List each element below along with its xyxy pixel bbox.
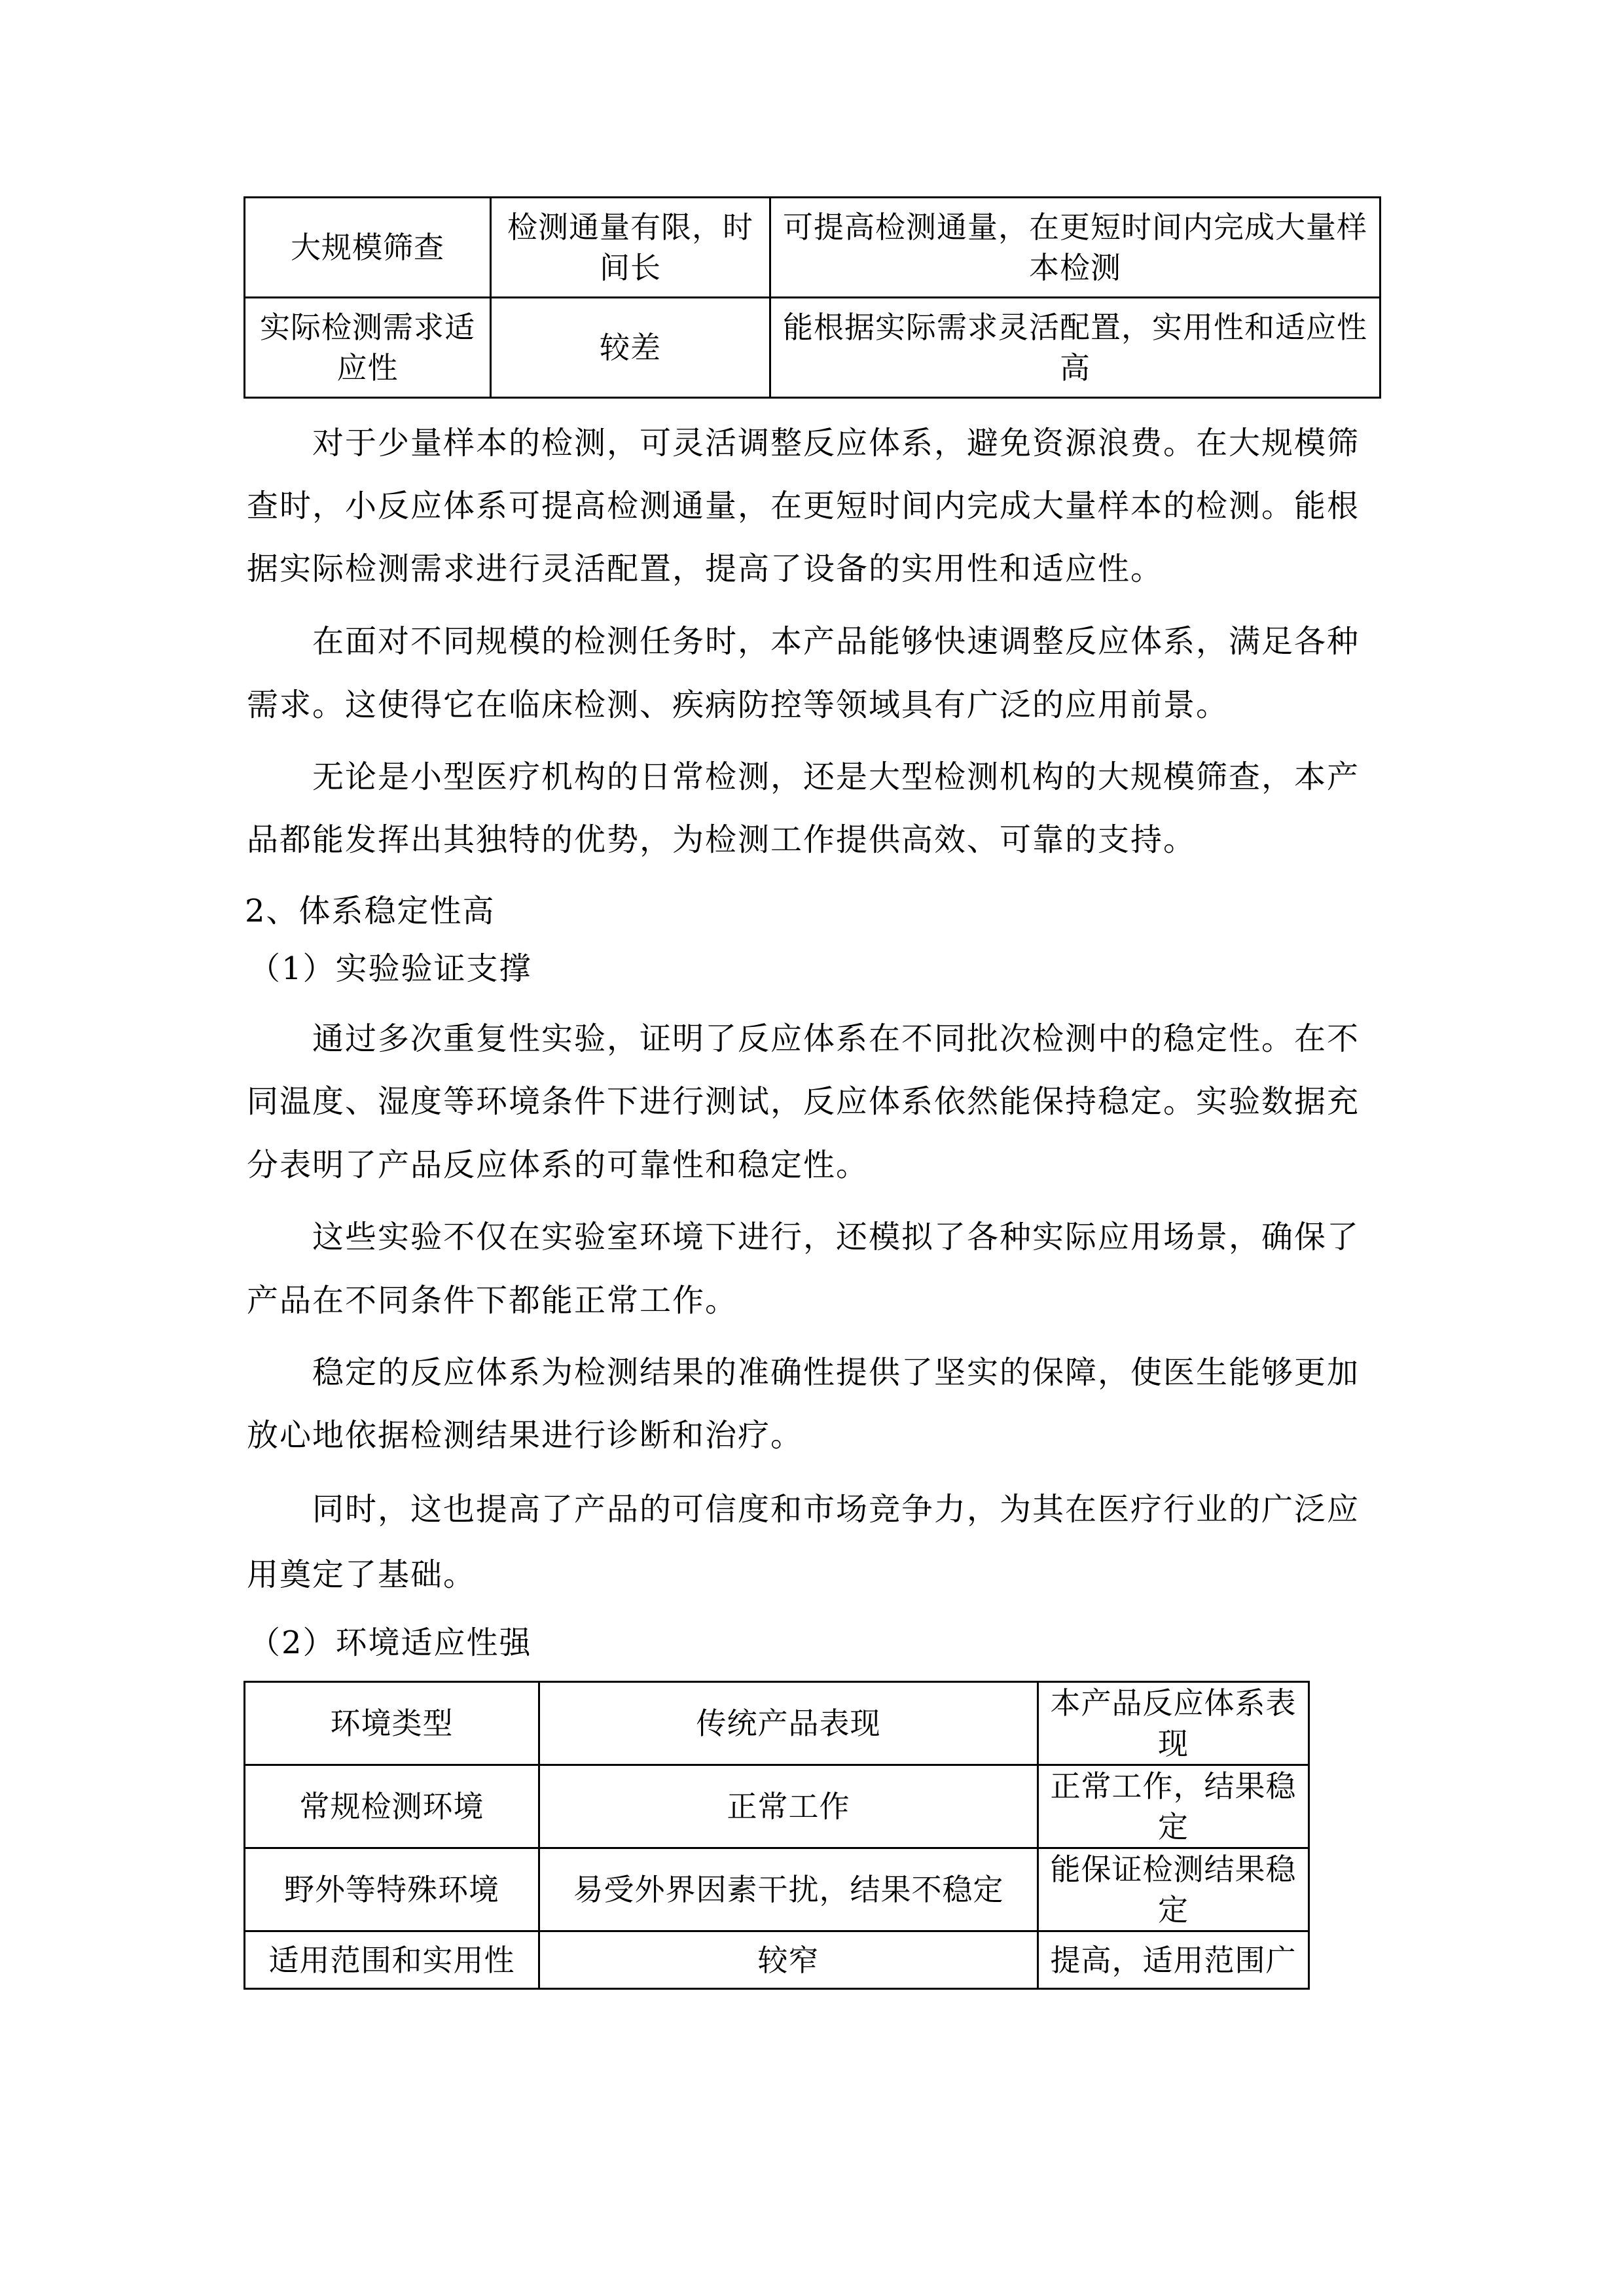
table-cell: 大规模筛查 (245, 198, 491, 298)
table-cell: 正常工作，结果稳定 (1038, 1765, 1309, 1848)
table-row (245, 198, 1380, 298)
table-row (245, 1848, 1309, 1931)
subsection-heading: （1）实验验证支撑 (249, 950, 532, 987)
comparison-table-scale (244, 196, 1381, 399)
text-line: 放心地依据检测结果进行诊断和治疗。 (247, 1417, 804, 1454)
section-heading: 2、体系稳定性高 (245, 893, 496, 929)
column-header: 传统产品表现 (539, 1682, 1038, 1765)
text-line: 这些实验不仅在实验室环境下进行，还模拟了各种实际应用场景，确保了 (312, 1219, 1360, 1255)
table-row (245, 298, 1380, 398)
table-cell: 易受外界因素干扰，结果不稳定 (539, 1848, 1038, 1931)
table-cell: 能保证检测结果稳定 (1038, 1848, 1309, 1931)
text-line: 无论是小型医疗机构的日常检测，还是大型检测机构的大规模筛查，本产 (312, 759, 1360, 795)
column-header: 环境类型 (245, 1682, 539, 1765)
table-cell: 野外等特殊环境 (245, 1848, 539, 1931)
text-line: 用奠定了基础。 (247, 1556, 477, 1593)
column-header: 本产品反应体系表现 (1038, 1682, 1309, 1765)
table-cell: 正常工作 (539, 1765, 1038, 1848)
text-line: 稳定的反应体系为检测结果的准确性提供了坚实的保障，使医生能够更加 (312, 1354, 1360, 1391)
subsection-heading: （2）环境适应性强 (249, 1624, 532, 1661)
table-cell: 检测通量有限，时间长 (491, 198, 770, 298)
table-cell: 较差 (491, 298, 770, 398)
table-cell: 能根据实际需求灵活配置，实用性和适应性高 (770, 298, 1380, 398)
table-cell: 可提高检测通量，在更短时间内完成大量样本检测 (770, 198, 1380, 298)
text-line: 通过多次重复性实验，证明了反应体系在不同批次检测中的稳定性。在不 (312, 1020, 1360, 1057)
text-line: 据实际检测需求进行灵活配置，提高了设备的实用性和适应性。 (247, 550, 1164, 587)
table-row (245, 1765, 1309, 1848)
text-line: 需求。这使得它在临床检测、疾病防控等领域具有广泛的应用前景。 (247, 687, 1229, 723)
table-header-row (245, 1682, 1309, 1765)
text-line: 同时，这也提高了产品的可信度和市场竞争力，为其在医疗行业的广泛应 (312, 1491, 1360, 1528)
table-cell: 提高，适用范围广 (1038, 1931, 1309, 1989)
table-cell: 较窄 (539, 1931, 1038, 1989)
table-cell: 适用范围和实用性 (245, 1931, 539, 1989)
environment-adaptability-table (244, 1681, 1310, 1990)
text-line: 同温度、湿度等环境条件下进行测试，反应体系依然能保持稳定。实验数据充 (247, 1083, 1360, 1120)
text-line: 在面对不同规模的检测任务时，本产品能够快速调整反应体系，满足各种 (312, 623, 1360, 660)
text-line: 产品在不同条件下都能正常工作。 (247, 1282, 738, 1319)
text-line: 查时，小反应体系可提高检测通量，在更短时间内完成大量样本的检测。能根 (247, 488, 1360, 524)
text-line: 品都能发挥出其独特的优势，为检测工作提供高效、可靠的支持。 (247, 821, 1197, 858)
table-row (245, 1931, 1309, 1989)
table-cell: 常规检测环境 (245, 1765, 539, 1848)
text-line: 分表明了产品反应体系的可靠性和稳定性。 (247, 1147, 869, 1183)
text-line: 对于少量样本的检测，可灵活调整反应体系，避免资源浪费。在大规模筛 (312, 425, 1360, 461)
table-cell: 实际检测需求适应性 (245, 298, 491, 398)
